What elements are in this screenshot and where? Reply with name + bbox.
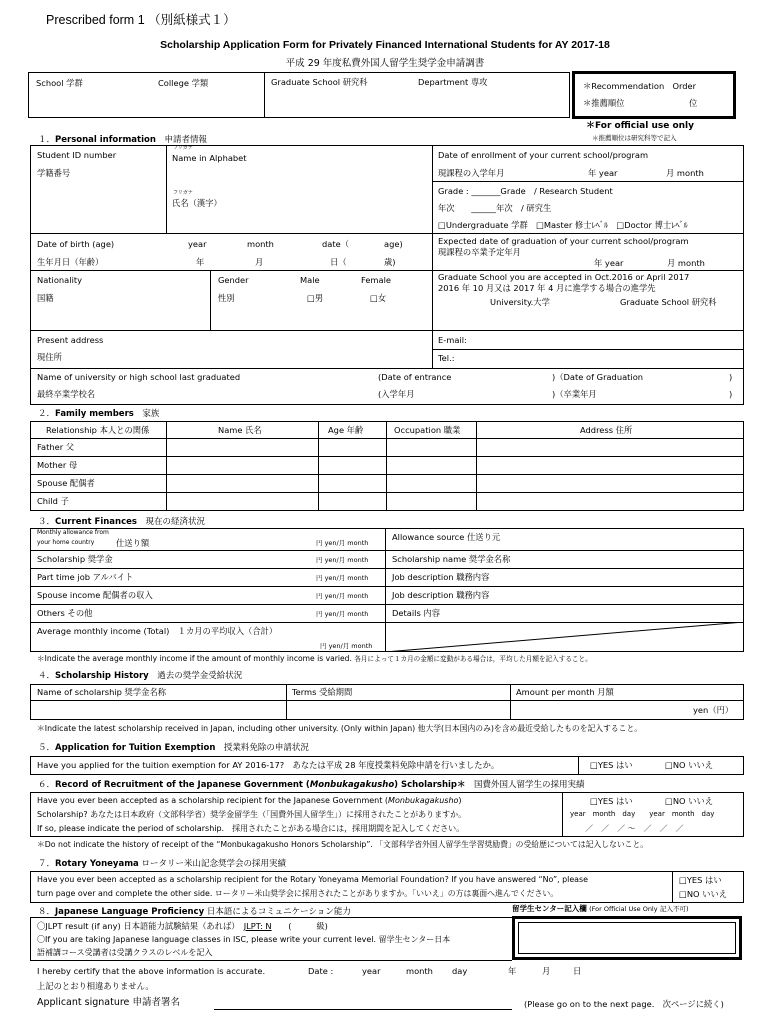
job-desc-1: Job description 職務内容 [392, 572, 490, 582]
date-label: Date : [308, 966, 334, 976]
gender-ja: 性別 [218, 293, 235, 303]
s1-line-c [30, 330, 744, 331]
s1-line-a [30, 233, 744, 234]
enrollment-ja: 現課程の入学年月 [438, 168, 505, 178]
section6-heading: ６．Record of Recruitment of the Japanese Government (Monbukagakusho) Scholarship＊ 国費外国人留学生の採用実績 [38, 780, 585, 790]
student-id-ja: 学籍番号 [37, 168, 71, 178]
section8-heading: ８．Japanese Language Proficiency 日本語によるコミュニケーション能力 [38, 907, 351, 917]
scholarship-name-label: Scholarship name 奨学金名称 [392, 554, 511, 564]
f-h4 [30, 492, 744, 493]
graduation-close: ) [729, 372, 733, 382]
f-h1 [30, 438, 744, 439]
mext-q3: If so, please indicate the period of scholarship. 採用されたことがある場合には，採用期間を記入してください。 [37, 824, 465, 833]
grade-label: Grade : _______Grade / Research Student [438, 186, 613, 196]
dob-age-ja: 歳) [384, 257, 396, 267]
center-use-inner [518, 922, 736, 954]
female-checkbox[interactable]: □女 [370, 293, 387, 303]
level-checkboxes[interactable]: □Undergraduate 学群 □Master 修士ﾚﾍﾞﾙ □Doctor 博士ﾚﾍﾞﾙ [438, 220, 688, 230]
job-desc-2: Job description 職務内容 [392, 590, 490, 600]
tu-v1 [578, 756, 579, 775]
family-row-child: Child 子 [37, 496, 69, 506]
address-ja: 現住所 [37, 352, 62, 362]
entrance-ja: (入学年月 [378, 389, 415, 399]
sh-v1 [286, 684, 287, 720]
rotary-no[interactable]: □NO いいえ [679, 889, 728, 899]
unit-others: 円 yen/月 month [316, 610, 369, 618]
furigana-label-2: フリガナ [173, 190, 193, 196]
date-day-ja: 日 [573, 966, 582, 976]
tuition-yes[interactable]: □YES はい [590, 760, 633, 770]
gender-label: Gender [218, 275, 249, 285]
name-input[interactable] [250, 148, 428, 228]
spouse-income-label: Spouse income 配偶者の収入 [37, 590, 153, 600]
family-col-name: Name 氏名 [218, 425, 262, 435]
dob-year-ja: 年 [196, 257, 205, 267]
sh-v2 [510, 684, 511, 720]
unit-allowance: 円 yen/月 month [316, 539, 369, 547]
expected-grad-month: 月 month [667, 258, 705, 268]
s1-v2 [432, 145, 433, 368]
center-use-label: 留学生センター記入欄 (For Official Use Only 記入不可) [512, 904, 689, 913]
male-checkbox[interactable]: □男 [307, 293, 324, 303]
isc-label: 〇If you are taking Japanese language classes in ISC, please write your current level. 留学生センター日本 [37, 935, 451, 944]
dob-month-ja: 月 [255, 257, 264, 267]
section7-heading: ７．Rotary Yoneyama ロータリー米山記念奨学会の採用実績 [38, 859, 287, 869]
email-label: E-mail: [438, 335, 467, 345]
sh-yen: yen（円） [693, 705, 734, 715]
fin-h3 [30, 586, 744, 587]
furigana-label: フリガナ [173, 145, 193, 151]
date-year-ja: 年 [508, 966, 517, 976]
monthly-allowance-bottom: your home country [37, 539, 95, 546]
dob-label: Date of birth (age) [37, 239, 115, 249]
form-title-en: Scholarship Application Form for Privately Financed International Students for AY 2017-18 [160, 39, 610, 51]
dob-month: month [247, 239, 274, 249]
signature-line[interactable] [214, 1009, 512, 1010]
s1-line-d [30, 368, 744, 369]
rotary-q1: Have you ever been accepted as a scholarship recipient for the Rotary Yoneyama Memorial Foundation? If you have answered “No”, please [37, 875, 588, 884]
name-kanji-label: 氏名（漢字） [172, 198, 222, 208]
s1-v1 [166, 145, 167, 233]
monthly-allowance-top: Monthly allowance from [37, 529, 109, 536]
mext-q2: Scholarship? あなたは日本政府（文部科学省）奨学金留学生（「国費外国人留学生」）に採用されたことがありますか。 [37, 810, 467, 819]
rotary-q2: turn page over and complete the other side. ロータリー米山奨学会に採用されたことがありますか。「いいえ」の方は裏面へ進んでください。 [37, 889, 559, 898]
recommendation-label: ＊Recommendation Order [583, 81, 697, 91]
address-input[interactable] [100, 333, 428, 365]
dob-date-ja: 日（ [330, 257, 347, 267]
f-v4 [476, 421, 477, 511]
sh-terms-label: Terms 受給期間 [292, 687, 353, 697]
gs-label: Graduate School 研究科 [620, 297, 717, 307]
mext-q1: Have you ever been accepted as a scholarship recipient for the Japanese Government (Monbukagakusho) [37, 796, 462, 805]
scholarship-history-note: ＊Indicate the latest scholarship received in Japan, including other university. (Only within Japan) 他大学(日本国内のみ)を含め最近受給したものを記入すること。 [37, 724, 643, 733]
graduation-close-ja: ) [729, 389, 733, 399]
dob-date: date（ [322, 239, 350, 249]
family-row-mother: Mother 母 [37, 460, 78, 470]
recommendation-box[interactable] [572, 71, 736, 119]
dob-ja: 生年月日（年齢） [37, 257, 104, 267]
mext-yes[interactable]: □YES はい [590, 796, 633, 806]
allowance-source-label: Allowance source 仕送り元 [392, 532, 501, 542]
last-school-label: Name of university or high school last graduated [37, 372, 241, 382]
jlpt-label: 〇JLPT result (if any) 日本語能力試験結果（あれば） JLPT: N ( 級) [37, 921, 328, 931]
department-label: Department 専攻 [418, 77, 488, 87]
nationality-label: Nationality [37, 275, 83, 285]
gs-accepted-label: Graduate School you are accepted in Oct.2016 or April 2017 [438, 272, 690, 282]
graduate-school-label: Graduate School 研究科 [271, 77, 368, 87]
s1-line-e [432, 181, 744, 182]
date-month-ja: 月 [542, 966, 551, 976]
s1-line-b [30, 270, 744, 271]
enrollment-date-label: Date of enrollment of your current school/program [438, 150, 649, 160]
unit-avg: 円 yen/月 month [320, 642, 373, 650]
tel-label: Tel.: [438, 353, 455, 363]
fin-h1 [30, 550, 744, 551]
grade-ja: 年次 ______年次 / 研究生 [438, 203, 552, 213]
sh-amount-label: Amount per month 月額 [516, 687, 614, 697]
dob-age: age) [384, 239, 403, 249]
section3-heading: ３．Current Finances 現在の経済状況 [38, 517, 205, 527]
rotary-yes[interactable]: □YES はい [679, 875, 722, 885]
others-label: Others その他 [37, 608, 93, 618]
certify-text: I hereby certify that the above information is accurate. [37, 966, 266, 976]
college-label: College 学類 [158, 78, 209, 88]
dob-year: year [188, 239, 207, 249]
enrollment-year: 年 year [588, 168, 618, 178]
finances-note: ＊Indicate the average monthly income if the amount of monthly income is varied. 各月によって１カ月の金額に変動がある場合は，平均した月額を記入すること。 [37, 654, 592, 663]
header-divider-1 [264, 72, 265, 118]
last-school-ja: 最終卒業学校名 [37, 389, 96, 399]
university-label: University.大学 [490, 297, 550, 307]
sh-name-label: Name of scholarship 奨学金名称 [37, 687, 167, 697]
unit-spouse: 円 yen/月 month [316, 592, 369, 600]
male-label: Male [300, 275, 320, 285]
form-title-ja: 平成 29 年度私費外国人留学生奨学金申請調書 [285, 58, 485, 69]
s1-v3 [210, 270, 211, 330]
address-label: Present address [37, 335, 104, 345]
scholarship-label: Scholarship 奨学金 [37, 554, 113, 564]
rank-unit: 位 [689, 98, 698, 108]
avg-income-label: Average monthly income (Total) １カ月の平均収入（合計） [37, 626, 278, 636]
mx-v1 [562, 792, 563, 837]
family-col-relationship: Relationship 本人との関係 [46, 425, 150, 435]
tuition-no[interactable]: □NO いいえ [665, 760, 714, 770]
school-label: School 学群 [36, 78, 83, 88]
f-h2 [30, 456, 744, 457]
certify-ja: 上記のとおり相違ありません。 [37, 981, 154, 991]
mext-no[interactable]: □NO いいえ [665, 796, 714, 806]
student-id-label: Student ID number [37, 150, 117, 160]
nationality-ja: 国籍 [37, 293, 54, 303]
unit-scholarship: 円 yen/月 month [316, 556, 369, 564]
section4-heading: ４．Scholarship History 過去の奨学金受給状況 [38, 671, 243, 681]
form-label: Prescribed form 1 （別紙様式１） [46, 13, 236, 27]
part-time-label: Part time job アルバイト [37, 572, 134, 582]
section1-heading: １．Personal information 申請者情報 [38, 135, 207, 145]
expected-grad-label: Expected date of graduation of your current school/program [438, 236, 689, 246]
f-h3 [30, 474, 744, 475]
details-label: Details 内容 [392, 608, 440, 618]
family-col-address: Address 住所 [580, 425, 633, 435]
recommendation-ja: ＊推薦順位 [583, 98, 625, 108]
fin-h2 [30, 568, 744, 569]
family-row-father: Father 父 [37, 442, 75, 452]
mext-period: year month day year month day [570, 810, 715, 818]
expected-grad-ja: 現課程の卒業予定年月 [438, 247, 521, 257]
family-col-age: Age 年齢 [328, 425, 364, 435]
name-alphabet-label: Name in Alphabet [172, 153, 247, 163]
isc-label-2: 語補講コース受講者は受講クラスのレベルを記入 [37, 948, 213, 957]
mext-slashes: ／ ／ ／ ～ ／ ／ ／ [585, 824, 684, 833]
fin-h4 [30, 604, 744, 605]
f-v1 [166, 421, 167, 511]
date-month: month [406, 966, 433, 976]
next-page-note: (Please go on to the next page. 次ページに続く) [524, 999, 724, 1009]
graduation-ja: )（卒業年月 [552, 389, 597, 399]
female-label: Female [361, 275, 391, 285]
gs-accepted-ja: 2016 年 10 月又は 2017 年 4 月に進学する場合の進学先 [438, 283, 656, 293]
s1-email-line [432, 349, 744, 350]
f-v3 [386, 421, 387, 511]
date-year: year [362, 966, 381, 976]
sh-h1 [30, 700, 744, 701]
family-col-occupation: Occupation 職業 [394, 425, 461, 435]
section2-heading: ２．Family members 家族 [38, 409, 160, 419]
signature-label: Applicant signature 申請者署名 [37, 997, 180, 1008]
expected-grad-year: 年 year [594, 258, 624, 268]
ro-v1 [672, 871, 673, 903]
official-use-label: ＊For official use only [586, 121, 695, 131]
official-use-note: ＊推薦順位は研究科等で記入 [592, 134, 677, 142]
section5-heading: ５．Application for Tuition Exemption 授業料免除の申請状況 [38, 743, 309, 753]
fin-diagonal [385, 622, 744, 652]
f-v2 [318, 421, 319, 511]
date-day: day [452, 966, 468, 976]
unit-part-time: 円 yen/月 month [316, 574, 369, 582]
mext-note: ＊Do not indicate the history of receipt of the “Monbukagakusho Honors Scholarship”. 「文部科学省外国人留学生学習奨励費」の受給歴については記入しないこと。 [37, 840, 649, 849]
family-row-spouse: Spouse 配偶者 [37, 478, 95, 488]
enrollment-month: 月 month [666, 168, 704, 178]
monthly-allowance-ja: 仕送り額 [116, 538, 150, 548]
graduation-label: )（Date of Graduation [552, 372, 644, 382]
tuition-question: Have you applied for the tuition exemption for AY 2016-17? あなたは平成 28 年度授業料免除申請を行いましたか。 [37, 760, 500, 770]
entrance-label: (Date of entrance [378, 372, 452, 382]
